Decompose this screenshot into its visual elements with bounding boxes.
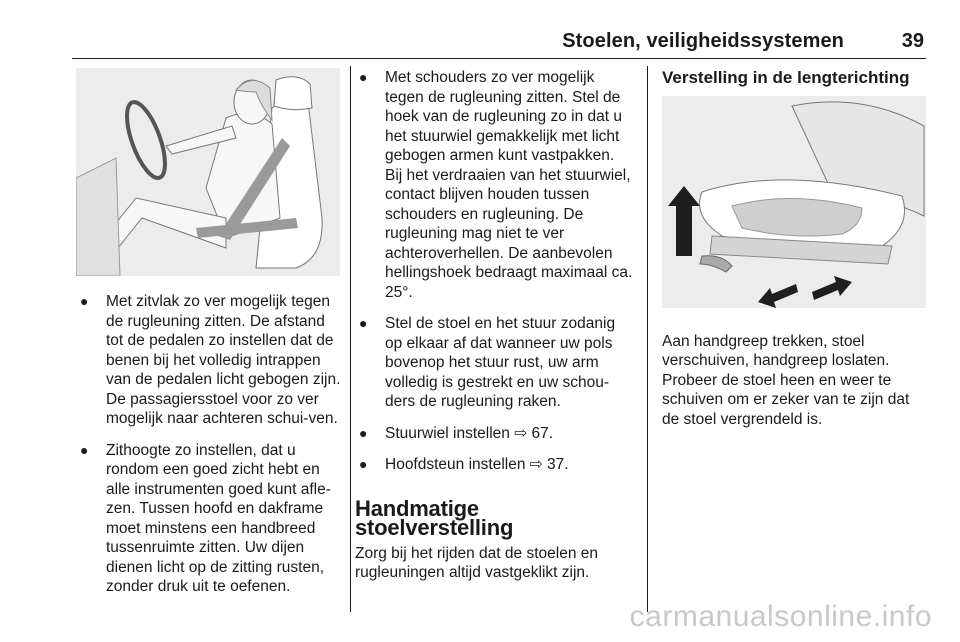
bullet-dot-icon: ● bbox=[80, 293, 89, 309]
seat-adjustment-illustration bbox=[662, 96, 926, 308]
section-paragraph: Aan handgreep trekken, stoel verschuiven, handgreep loslaten. Probeer de stoel heen en weer te schuiven om er zeker van te zijn dat de stoel vergrendeld is. bbox=[662, 332, 910, 428]
list-item: ● Stuurwiel instellen ⇨ 67. bbox=[359, 424, 554, 442]
column-3 bbox=[662, 68, 930, 429]
watermark: carmanualsonline.info bbox=[629, 600, 932, 633]
page-title: Stoelen, veiligheidssystemen bbox=[562, 30, 844, 52]
header-rule bbox=[72, 58, 926, 59]
column-divider-1 bbox=[350, 66, 351, 612]
column-1 bbox=[76, 68, 344, 609]
bullet-dot-icon: ● bbox=[80, 441, 89, 458]
subsection-heading: Verstelling in de lengterichting bbox=[662, 68, 910, 87]
column-2 bbox=[355, 68, 635, 583]
list-item: ● Met zitvlak zo ver mogelijk tegen de rugleuning zitten. De afstand tot de pedalen zo instellen dat de benen bij het volledig intrappen van de pedalen licht gebogen zijn. De passagiersstoel voor zo ver mogelijk naar achteren schui‐ven. bbox=[80, 293, 341, 427]
bullet-list-1 bbox=[76, 292, 344, 597]
bullet-dot-icon: ● bbox=[359, 424, 368, 441]
section-paragraph: Zorg bij het rijden dat de stoelen en rugleuningen altijd vastgeklikt zijn. bbox=[355, 544, 598, 581]
bullet-list-2 bbox=[355, 68, 635, 475]
bullet-dot-icon: ● bbox=[359, 69, 368, 85]
section-heading: Handmatige stoelverstelling bbox=[355, 495, 514, 540]
list-item: ● Met schouders zo ver mogelijk tegen de rugleuning zitten. Stel de hoek van de rugleuning zo in dat u het stuurwiel gemakkelijk met licht gebogen armen kunt vastpakken. Bij het verdraaien van het stuurwiel, contact blijven houden tussen schouders en rugleuning. De rugleuning mag niet te ver achteroverhellen. De aanbevolen hellingshoek bedraagt maximaal ca. 25°. bbox=[359, 69, 633, 301]
bullet-dot-icon: ● bbox=[359, 315, 368, 331]
column-divider-2 bbox=[647, 66, 648, 612]
bullet-dot-icon: ● bbox=[359, 456, 368, 472]
page-header bbox=[0, 0, 960, 60]
list-item: ● Stel de stoel en het stuur zodanig op elkaar af dat wanneer uw pols bovenop het stuur rust, uw arm volledig is gestrekt en uw schou‐ders de rugleuning raken. bbox=[359, 315, 616, 410]
list-item: ● Zithoogte zo instellen, dat u rondom een goed zicht hebt en alle instrumenten goed kunt afle‐zen. Tussen hoofd en dakframe moet minstens een handbreed tussenruimte zitten. Uw dijen dienen licht op de zitting rusten, zonder druk uit te oefenen. bbox=[80, 441, 331, 595]
list-item: ● Hoofdsteun instellen ⇨ 37. bbox=[359, 456, 569, 473]
page-number: 39 bbox=[901, 30, 924, 52]
driver-seating-illustration bbox=[76, 68, 340, 276]
